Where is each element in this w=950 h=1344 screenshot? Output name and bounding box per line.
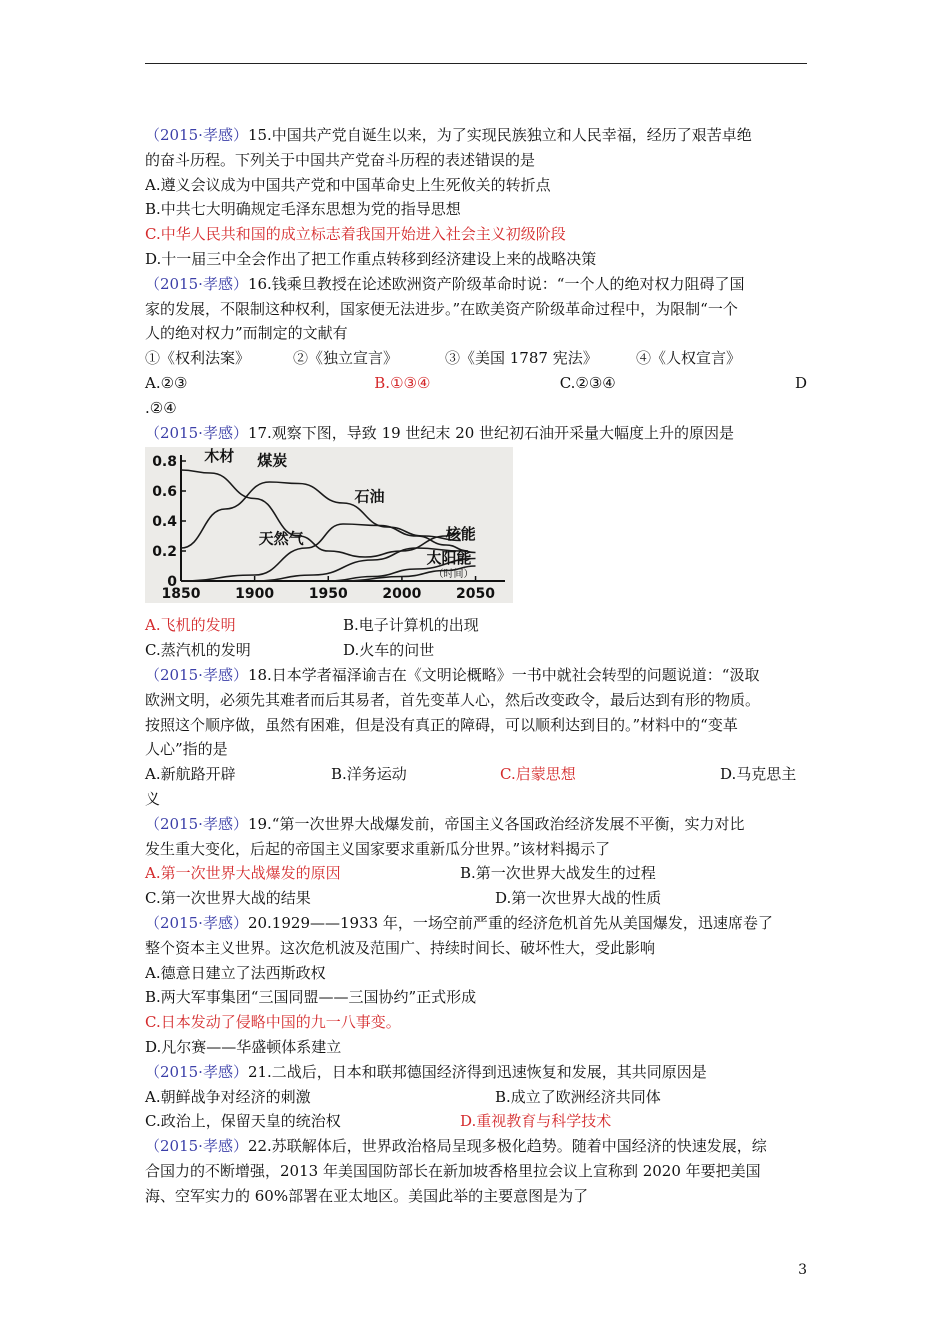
option-c-answer: C.中华人民共和国的成立标志着我国开始进入社会主义初级阶段 <box>145 225 566 244</box>
series-label: 太阳能 <box>426 549 472 568</box>
series-line <box>181 470 461 557</box>
question-source: （2015·孝感） <box>145 1062 248 1081</box>
series-label: 木材 <box>204 447 235 466</box>
list-item: ③《美国 1787 宪法》 <box>445 349 598 368</box>
question-text: 人的绝对权力”而制定的文献有 <box>145 324 348 343</box>
option-b-answer: B.①③④ <box>374 373 431 392</box>
option-d-wrap: .②④ <box>145 398 177 417</box>
option-b: B.电子计算机的出现 <box>343 616 479 635</box>
options-row <box>145 638 807 663</box>
question-text: 18.日本学者福泽谕吉在《文明论概略》一书中就社会转型的问题说道：“汲取 <box>247 665 760 684</box>
header-rule <box>145 63 807 64</box>
option-a-answer: A.飞机的发明 <box>145 616 236 635</box>
option-a: A.②③ <box>145 373 188 392</box>
x-tick-label: 2050 <box>456 586 496 603</box>
y-tick-label: 0.4 <box>152 514 177 531</box>
y-tick-label: 0.6 <box>152 484 177 501</box>
option-a: A.新航路开辟 <box>145 765 236 784</box>
options-row <box>145 371 807 396</box>
option-b: B.洋务运动 <box>331 765 407 784</box>
options-row <box>145 1109 807 1134</box>
y-tick-label: 0 <box>167 574 177 591</box>
options-row <box>145 861 807 886</box>
question-source: （2015·孝感） <box>145 126 248 144</box>
y-tick-label: 0.8 <box>152 454 177 471</box>
options-row <box>145 762 807 787</box>
option-d: D.火车的问世 <box>343 641 435 660</box>
question-source: （2015·孝感） <box>145 665 248 684</box>
option-a: A.朝鲜战争对经济的刺激 <box>145 1087 311 1106</box>
y-tick-label: 0.2 <box>152 544 177 561</box>
x-tick-label: 1950 <box>308 586 348 603</box>
energy-chart-svg <box>145 447 513 603</box>
question-15 <box>145 123 807 272</box>
series-label: 煤炭 <box>257 451 288 470</box>
question-17 <box>145 421 807 663</box>
option-d: D.马克思主 <box>720 765 797 784</box>
question-source: （2015·孝感） <box>145 913 248 932</box>
option-c: C.政治上，保留天皇的统治权 <box>145 1112 341 1131</box>
series-label: 核能 <box>445 525 476 544</box>
option-d: D.凡尔赛——华盛顿体系建立 <box>145 1037 342 1056</box>
question-text: 家的发展，不限制这种权利，国家便无法进步。”在欧美资产阶级革命过程中，为限制“一个 <box>145 299 738 318</box>
series-label: 天然气 <box>258 529 304 548</box>
option-a: A.遵义会议成为中国共产党和中国革命史上生死攸关的转折点 <box>145 175 551 194</box>
list-item: ②《独立宣言》 <box>293 349 399 368</box>
options-row <box>145 613 807 638</box>
option-c-answer: C.启蒙思想 <box>500 765 576 784</box>
question-text: 16.钱乘旦教授在论述欧洲资产阶级革命时说：“一个人的绝对权力阻碍了国 <box>247 274 745 293</box>
question-text: 22.苏联解体后，世界政治格局呈现多极化趋势。随着中国经济的快速发展，综 <box>247 1137 767 1156</box>
option-d-answer: D.重视教育与科学技术 <box>460 1112 612 1131</box>
question-source: （2015·孝感） <box>145 814 248 833</box>
x-tick-label: 2000 <box>382 586 422 603</box>
question-source: （2015·孝感） <box>145 274 248 293</box>
question-text: 20.1929——1933 年，一场空前严重的经济危机首先从美国爆发，迅速席卷了 <box>247 913 773 932</box>
question-16 <box>145 272 807 421</box>
question-source: （2015·孝感） <box>145 1137 248 1156</box>
question-21 <box>145 1060 807 1134</box>
option-d: D.十一届三中全会作出了把工作重点转移到经济建设上来的战略决策 <box>145 249 597 268</box>
option-a: A.德意日建立了法西斯政权 <box>145 963 326 982</box>
option-d: D <box>794 373 807 392</box>
question-text: 海、空军实力的 60%部署在亚太地区。美国此举的主要意图是为了 <box>145 1186 589 1205</box>
question-text: 21.二战后，日本和联邦德国经济得到迅速恢复和发展，其共同原因是 <box>247 1062 707 1081</box>
option-c: C.第一次世界大战的结果 <box>145 889 311 908</box>
options-row <box>145 1085 807 1110</box>
question-text: 人心”指的是 <box>145 740 228 759</box>
option-c: C.蒸汽机的发明 <box>145 641 251 660</box>
document-list <box>145 346 807 371</box>
list-item: ④《人权宣言》 <box>636 349 742 368</box>
option-d-wrap: 义 <box>145 789 161 808</box>
question-text: 合国力的不断增强，2013 年美国国防部长在新加坡香格里拉会议上宣称到 2020 年要把美国 <box>145 1161 761 1180</box>
question-22 <box>145 1134 807 1208</box>
question-text: 15.中国共产党自诞生以来，为了实现民族独立和人民幸福，经历了艰苦卓绝 <box>247 126 752 144</box>
question-text: 欧洲文明，必须先其难者而后其易者，首先变革人心，然后改变政令，最后达到有形的物质。 <box>145 690 761 709</box>
x-axis-label: （时间） <box>433 569 474 581</box>
option-b: B.第一次世界大战发生的过程 <box>460 864 656 883</box>
option-b: B.成立了欧洲经济共同体 <box>495 1087 661 1106</box>
question-source: （2015·孝感） <box>145 423 248 442</box>
x-tick-label: 1900 <box>235 586 275 603</box>
energy-chart <box>145 447 513 603</box>
question-text: 的奋斗历程。下列关于中国共产党奋斗历程的表述错误的是 <box>145 150 536 169</box>
option-a-answer: A.第一次世界大战爆发的原因 <box>145 864 341 883</box>
question-19 <box>145 812 807 911</box>
option-c-answer: C.日本发动了侵略中国的九一八事变。 <box>145 1013 401 1032</box>
option-b: B.两大军事集团“三国同盟——三国协约”正式形成 <box>145 988 477 1007</box>
option-d: D.第一次世界大战的性质 <box>495 889 662 908</box>
question-text: 发生重大变化，后起的帝国主义国家要求重新瓜分世界。”该材料揭示了 <box>145 839 611 858</box>
question-text: 17.观察下图，导致 19 世纪末 20 世纪初石油开采量大幅度上升的原因是 <box>247 423 735 442</box>
series-label: 石油 <box>354 487 385 506</box>
question-text: 整个资本主义世界。这次危机波及范围广、持续时间长、破坏性大，受此影响 <box>145 938 656 957</box>
option-c: C.②③④ <box>559 373 616 392</box>
question-text: 按照这个顺序做，虽然有困难，但是没有真正的障碍，可以顺利达到目的。”材料中的“变革 <box>145 715 738 734</box>
exam-content <box>145 123 807 1208</box>
options-row <box>145 886 807 911</box>
question-20 <box>145 911 807 1060</box>
x-tick-label: 1850 <box>161 586 201 603</box>
question-text: 19.“第一次世界大战爆发前，帝国主义各国政治经济发展不平衡，实力对比 <box>247 814 745 833</box>
option-b: B.中共七大明确规定毛泽东思想为党的指导思想 <box>145 200 461 219</box>
list-item: ①《权利法案》 <box>145 349 251 368</box>
series-line <box>181 482 461 548</box>
question-18 <box>145 663 807 812</box>
page-number: 3 <box>798 1262 807 1278</box>
